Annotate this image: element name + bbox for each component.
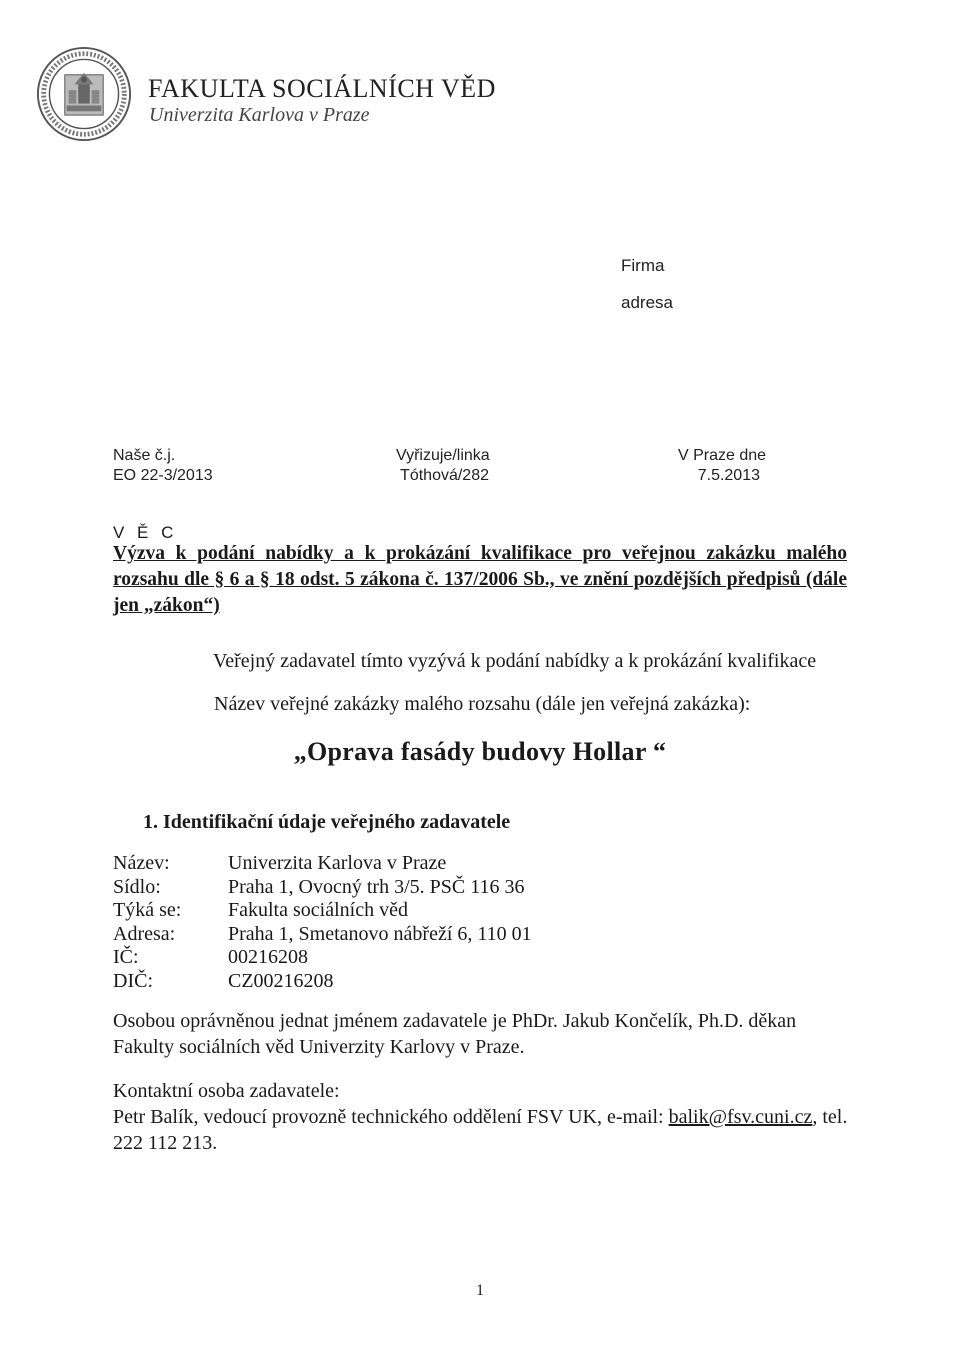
date-block xyxy=(678,446,767,486)
handler-label: Vyřizuje/linka xyxy=(396,447,490,464)
identification-table xyxy=(113,852,532,993)
id-row-ic xyxy=(113,946,532,970)
addressee-line-1: Firma xyxy=(621,256,665,275)
our-reference-label: Naše č.j. xyxy=(113,447,176,464)
id-value: CZ00216208 xyxy=(228,969,334,992)
university-seal-icon xyxy=(36,46,132,142)
our-reference-value: EO 22-3/2013 xyxy=(113,467,213,484)
contact-paragraph xyxy=(113,1078,853,1156)
id-value: Univerzita Karlova v Praze xyxy=(228,852,447,874)
id-row-dic xyxy=(113,970,532,994)
contact-text: Petr Balík, vedoucí provozně technického oddělení FSV UK, e-mail: xyxy=(113,1106,669,1128)
id-label: Název: xyxy=(113,852,170,874)
addressee-line-2: adresa xyxy=(621,293,673,312)
page-number: 1 xyxy=(476,1282,484,1299)
date-value: 7.5.2013 xyxy=(697,467,760,484)
subject-text: Výzva k podání nabídky a k prokázání kvalifikace pro veřejnou zakázku malého rozsahu dle § 6 a § 18 odst. 5 zákona č. 137/2006 Sb., ve znění pozdějších předpisů (dále jen „zákon“) xyxy=(113,543,847,616)
id-row-name xyxy=(113,852,532,876)
id-label: DIČ: xyxy=(113,969,153,992)
id-value: Praha 1, Smetanovo nábřeží 6, 110 01 xyxy=(228,922,532,945)
id-value: 00216208 xyxy=(228,946,308,968)
id-value: Praha 1, Ovocný trh 3/5. PSČ 116 36 xyxy=(228,875,525,898)
id-label: IČ: xyxy=(113,946,139,968)
contact-email-link[interactable]: balik@fsv.cuni.cz xyxy=(668,1106,813,1128)
handler-value: Tóthová/282 xyxy=(400,467,489,484)
handler-block xyxy=(396,446,489,486)
id-label: Sídlo: xyxy=(113,875,161,898)
contact-phone-text: , tel. 222 112 213. xyxy=(113,1106,848,1154)
section-heading: 1. Identifikační údaje veřejného zadavatele xyxy=(143,811,511,833)
date-label: V Praze dne xyxy=(678,447,767,464)
id-row-address xyxy=(113,923,532,947)
authorized-person-paragraph: Osobou oprávněnou jednat jménem zadavatele je PhDr. Jakub Končelík, Ph.D. děkan Fakulty sociálních věd Univerzity Karlovy v Praze. xyxy=(113,1010,797,1058)
id-label: Adresa: xyxy=(113,922,176,945)
id-row-seat xyxy=(113,876,532,900)
id-label: Týká se: xyxy=(113,899,182,921)
our-reference-block xyxy=(113,446,213,486)
university-name: Univerzita Karlova v Praze xyxy=(149,104,370,126)
id-value: Fakulta sociálních věd xyxy=(228,899,408,921)
contact-details xyxy=(113,1104,853,1156)
contract-title: „Oprava fasády budovy Hollar “ xyxy=(293,737,667,766)
subject-label: V Ě C xyxy=(113,523,178,542)
faculty-name: FAKULTA SOCIÁLNÍCH VĚD xyxy=(148,74,496,103)
id-row-concerns xyxy=(113,899,532,923)
contact-label: Kontaktní osoba zadavatele: xyxy=(113,1080,340,1102)
contract-name-intro: Název veřejné zakázky malého rozsahu (dále jen veřejná zakázka): xyxy=(214,693,751,715)
intro-paragraph: Veřejný zadavatel tímto vyzývá k podání nabídky a k prokázání kvalifikace xyxy=(213,650,817,672)
